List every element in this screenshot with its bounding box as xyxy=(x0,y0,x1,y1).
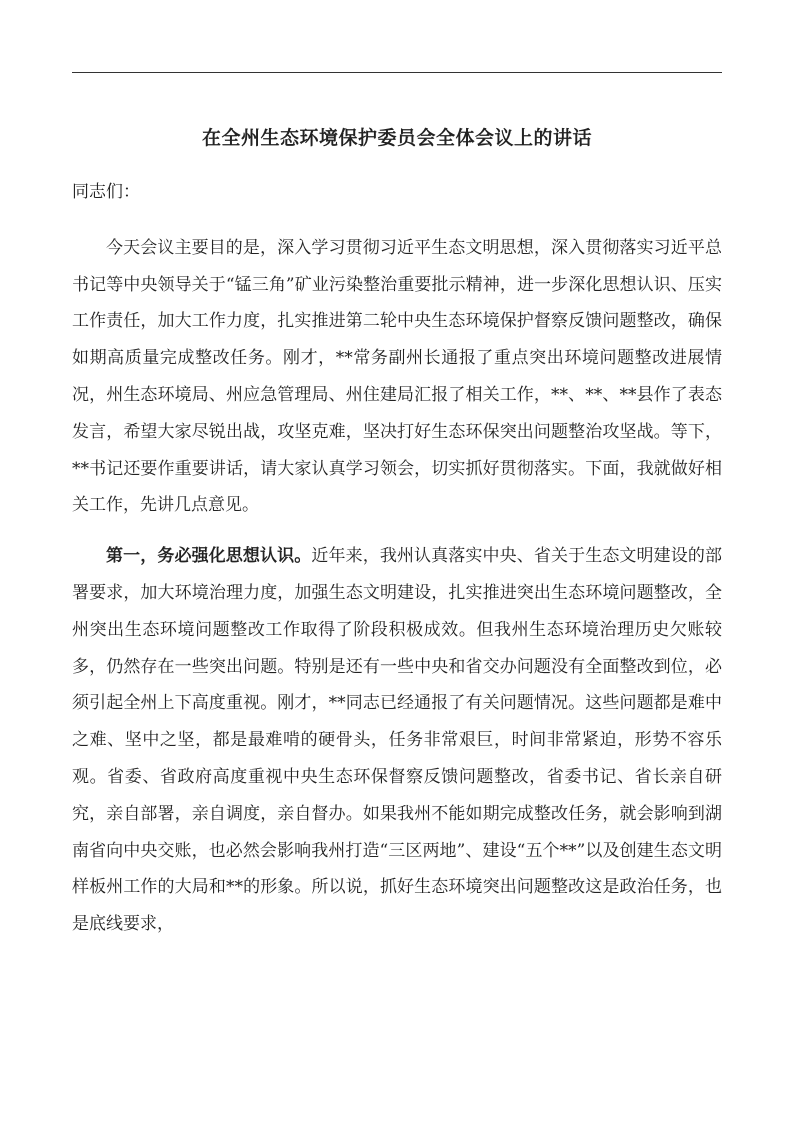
header-rule xyxy=(72,72,722,73)
paragraph-intro xyxy=(72,230,722,524)
paragraph-first-point-text: 近年来，我州认真落实中央、省关于生态文明建设的部署要求，加大环境治理力度，加强生态文明建设，扎实推进突出生态环境问题整改，全州突出生态环境问题整改工作取得了阶段积极成效。但我州生态环境治理历史欠账较多，仍然存在一些突出问题。特别是还有一些中央和省交办问题没有全面整改到位，必须引起全州上下高度重视。刚才，**同志已经通报了有关问题情况。这些问题都是难中之难、坚中之坚，都是最难啃的硬骨头，任务非常艰巨，时间非常紧迫，形势不容乐观。省委、省政府高度重视中央生态环保督察反馈问题整改，省委书记、省长亲自研究，亲自部署，亲自调度，亲自督办。如果我州不能如期完成整改任务，就会影响到湖南省向中央交账，也必然会影响我州打造“三区两地”、建设“五个**”以及创建生态文明样板州工作的大局和**的形象。所以说，抓好生态环境突出问题整改这是政治任务，也是底线要求， xyxy=(72,546,723,935)
salutation: 同志们： xyxy=(72,182,140,202)
document-body xyxy=(72,174,722,943)
document-title: 在全州生态环境保护委员会全体会议上的讲话 xyxy=(201,127,592,149)
paragraph-first-point-lead: 第一，务必强化思想认识。 xyxy=(106,546,312,567)
paragraph-intro-text: 今天会议主要目的是，深入学习贯彻习近平生态文明思想，深入贯彻落实习近平总书记等中央领导关于“锰三角”矿业污染整治重要批示精神，进一步深化思想认识、压实工作责任，加大工作力度，扎实推进第二轮中央生态环境保护督察反馈问题整改，确保如期高质量完成整改任务。刚才，**常务副州长通报了重点突出环境问题整改进展情况，州生态环境局、州应急管理局、州住建局汇报了相关工作，**、**、**县作了表态发言，希望大家尽锐出战，攻坚克难，坚决打好生态环保突出问题整治攻坚战。等下，**书记还要作重要讲话，请大家认真学习领会，切实抓好贯彻落实。下面，我就做好相关工作，先讲几点意见。 xyxy=(72,237,722,516)
paragraph-first-point xyxy=(72,538,722,943)
